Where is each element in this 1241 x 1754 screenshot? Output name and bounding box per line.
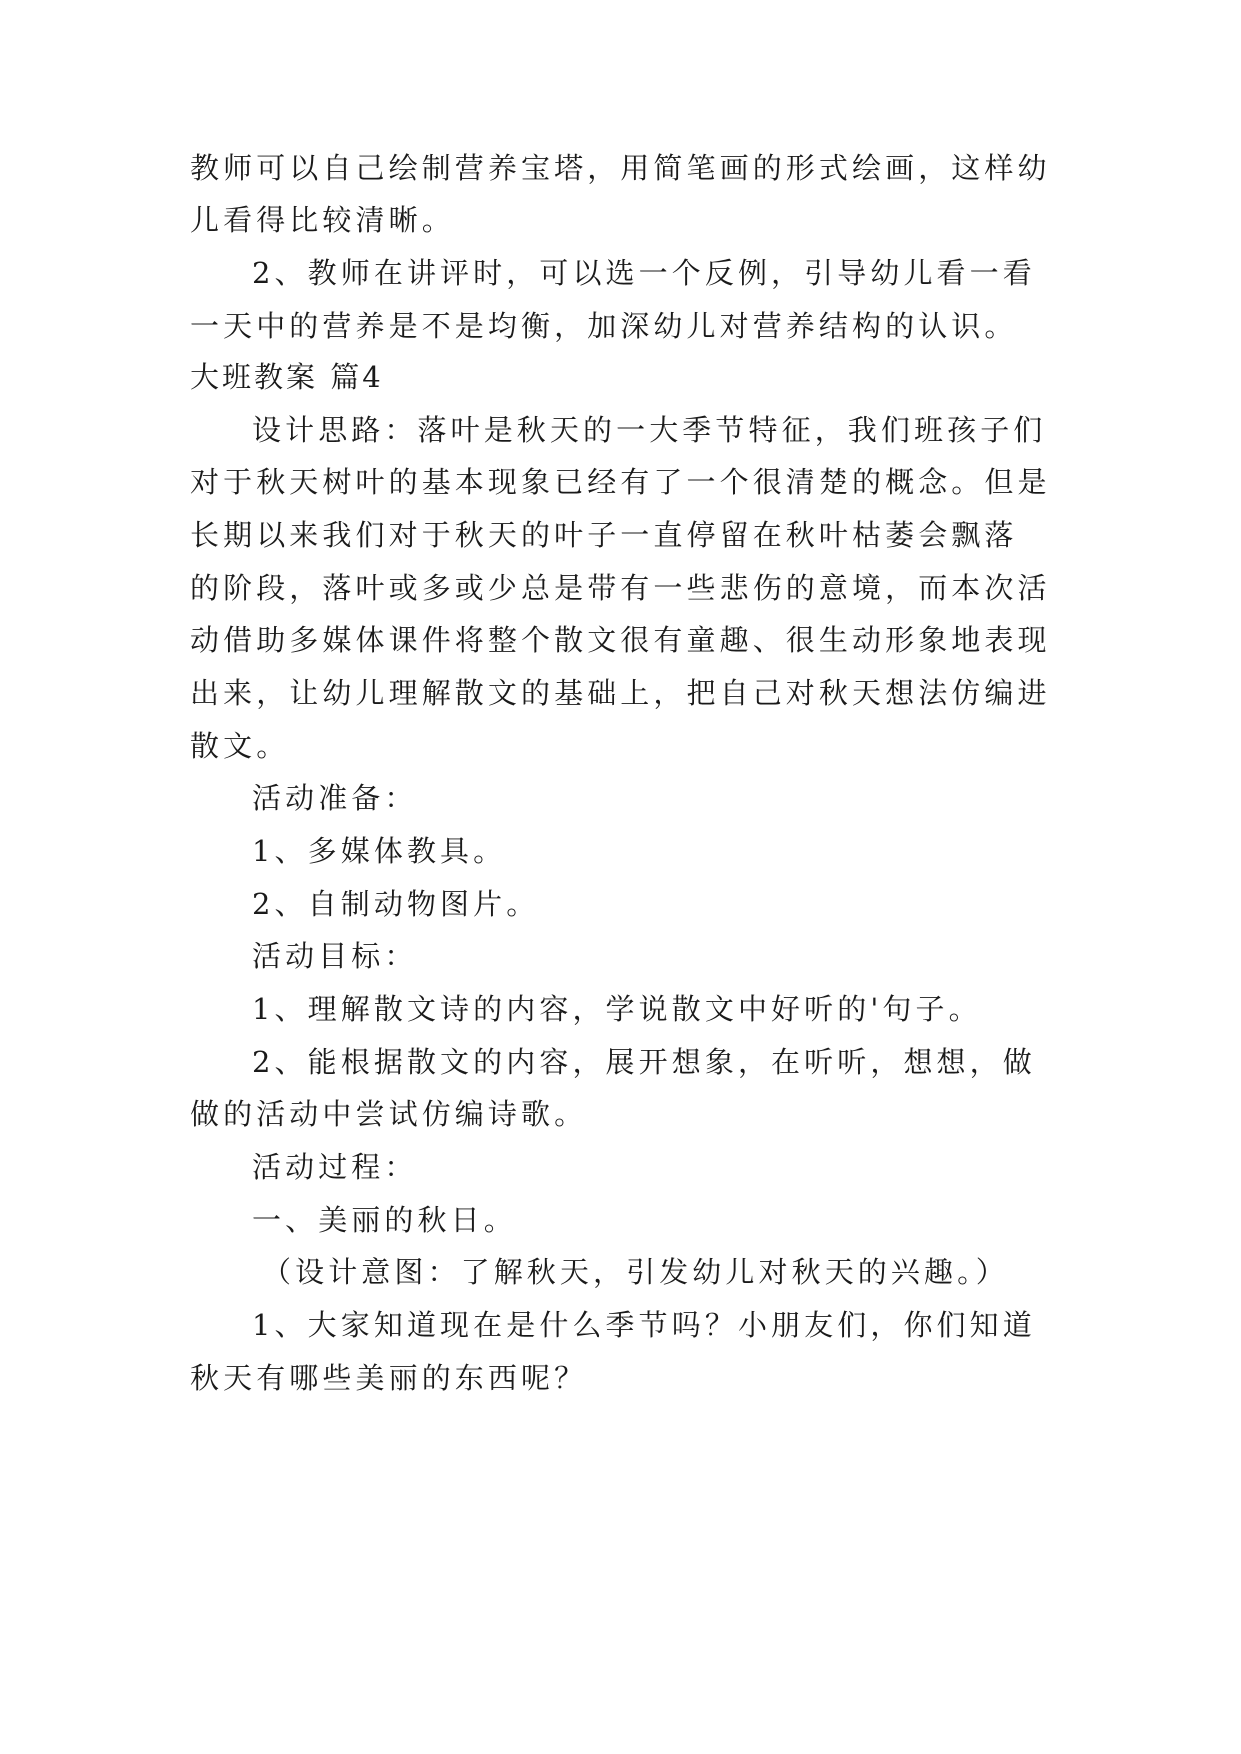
text-line: 教师可以自己绘制营养宝塔，用简笔画的形式绘画，这样幼 bbox=[190, 151, 1051, 185]
text-line: 设计思路：落叶是秋天的一大季节特征，我们班孩子们 bbox=[252, 413, 1047, 447]
text-line: 儿看得比较清晰。 bbox=[190, 203, 455, 237]
text-line: 对于秋天树叶的基本现象已经有了一个很清楚的概念。但是 bbox=[190, 465, 1051, 499]
subheading: 活动过程： bbox=[252, 1150, 418, 1184]
section-heading: 大班教案 篇4 bbox=[190, 360, 384, 394]
list-item: 1、理解散文诗的内容，学说散文中好听的'句子。 bbox=[252, 992, 982, 1026]
list-item: 2、自制动物图片。 bbox=[252, 887, 540, 921]
text-line: （设计意图：了解秋天，引发幼儿对秋天的兴趣。） bbox=[262, 1255, 1009, 1289]
text-line: 秋天有哪些美丽的东西呢？ bbox=[190, 1361, 588, 1395]
list-item: 一、美丽的秋日。 bbox=[252, 1203, 517, 1237]
text-line: 2、教师在讲评时，可以选一个反例，引导幼儿看一看 bbox=[252, 256, 1036, 290]
text-line: 动借助多媒体课件将整个散文很有童趣、很生动形象地表现 bbox=[190, 623, 1051, 657]
text-line: 一天中的营养是不是均衡，加深幼儿对营养结构的认识。 bbox=[190, 309, 1018, 343]
list-item: 1、多媒体教具。 bbox=[252, 834, 507, 868]
subheading: 活动目标： bbox=[252, 939, 418, 973]
text-line: 的阶段，落叶或多或少总是带有一些悲伤的意境，而本次活 bbox=[190, 571, 1051, 605]
text-line: 长期以来我们对于秋天的叶子一直停留在秋叶枯萎会飘落 bbox=[190, 518, 1018, 552]
text-line: 做的活动中尝试仿编诗歌。 bbox=[190, 1097, 588, 1131]
text-line: 散文。 bbox=[190, 729, 290, 763]
subheading: 活动准备： bbox=[252, 781, 418, 815]
list-item: 2、能根据散文的内容，展开想象，在听听，想想，做 bbox=[252, 1045, 1036, 1079]
text-line: 出来，让幼儿理解散文的基础上，把自己对秋天想法仿编进 bbox=[190, 676, 1051, 710]
list-item: 1、大家知道现在是什么季节吗？小朋友们，你们知道 bbox=[252, 1308, 1036, 1342]
